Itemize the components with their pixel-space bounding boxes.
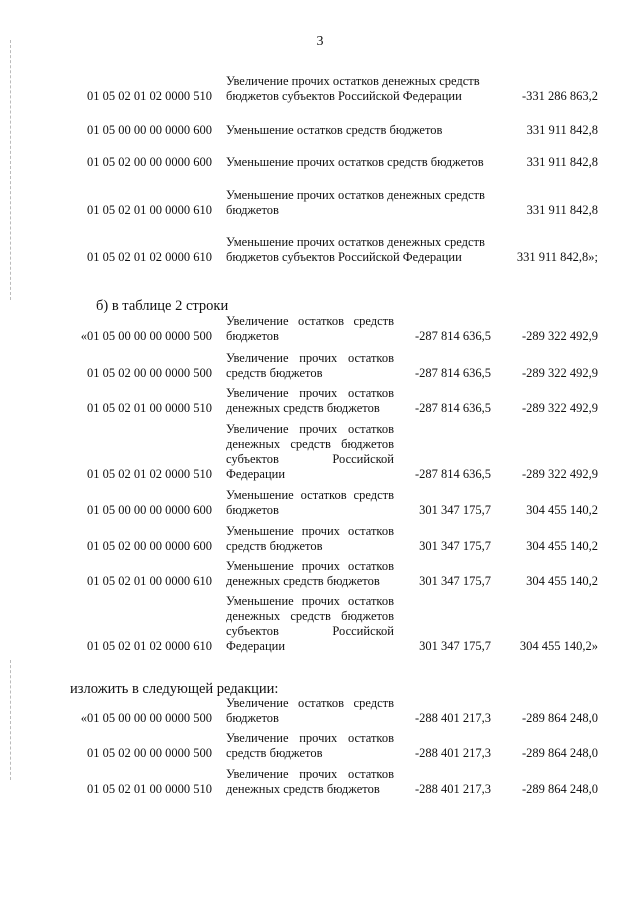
budget-code: 01 05 02 01 00 0000 610 — [87, 203, 212, 217]
row-value-year-2: -289 864 248,0 — [521, 711, 598, 725]
row-value-year-1: 301 347 175,7 — [419, 539, 491, 553]
row-value: 331 911 842,8 — [526, 155, 598, 169]
row-value-year-2: 304 455 140,2» — [519, 639, 598, 653]
row-description: Увеличение остатков средств бюджетов — [226, 314, 394, 343]
row-value-year-2: 304 455 140,2 — [526, 503, 598, 517]
row-value-year-1: -288 401 217,3 — [414, 746, 491, 760]
row-value-year-2: -289 322 492,9 — [521, 366, 598, 380]
budget-code: 01 05 02 01 00 0000 510 — [87, 401, 212, 415]
table-row — [0, 727, 640, 797]
budget-code: «01 05 00 00 00 0000 500 — [80, 329, 212, 343]
row-value-year-2: -289 322 492,9 — [521, 467, 598, 481]
row-value-year-2: -289 864 248,0 — [521, 782, 598, 796]
row-value: 331 911 842,8»; — [516, 250, 598, 264]
budget-code: 01 05 02 00 00 0000 600 — [87, 155, 212, 169]
budget-code: 01 05 02 01 00 0000 510 — [87, 782, 212, 796]
budget-code: 01 05 02 00 00 0000 500 — [87, 366, 212, 380]
row-value-year-2: 304 455 140,2 — [526, 574, 598, 588]
row-description: Увеличение прочих остатков средств бюджетов — [226, 731, 394, 760]
row-value-year-1: -287 814 636,5 — [414, 401, 491, 415]
row-description: Уменьшение прочих остатков денежных средств бюджетов субъектов Российской Федерации — [226, 235, 485, 264]
table-row — [0, 346, 640, 416]
row-value-year-1: -288 401 217,3 — [414, 782, 491, 796]
row-description: Уменьшение остатков средств бюджетов — [226, 123, 443, 137]
row-value-year-2: -289 322 492,9 — [521, 329, 598, 343]
row-description: Увеличение прочих остатков денежных средств бюджетов субъектов Российской Федерации — [226, 74, 480, 103]
page-number: 3 — [316, 34, 324, 49]
budget-code: 01 05 02 01 02 0000 610 — [87, 639, 212, 653]
row-value-year-2: -289 864 248,0 — [521, 746, 598, 760]
heading-table-2: б) в таблице 2 строки — [96, 298, 229, 314]
row-description: Уменьшение прочих остатков денежных средств бюджетов — [226, 559, 394, 588]
table-row — [0, 519, 640, 589]
row-description: Увеличение остатков средств бюджетов — [226, 696, 394, 725]
table-row — [0, 584, 640, 654]
budget-code: 01 05 02 01 02 0000 610 — [87, 250, 212, 264]
budget-code: 01 05 02 01 02 0000 510 — [87, 467, 212, 481]
budget-code: 01 05 02 01 00 0000 610 — [87, 574, 212, 588]
row-description: Увеличение прочих остатков средств бюджетов — [226, 351, 394, 380]
budget-code: 01 05 02 01 02 0000 510 — [87, 89, 212, 103]
row-value-year-2: 304 455 140,2 — [526, 539, 598, 553]
row-description: Уменьшение прочих остатков средств бюджетов — [226, 155, 484, 169]
row-value-year-1: -287 814 636,5 — [414, 329, 491, 343]
row-description: Увеличение прочих остатков денежных средств бюджетов — [226, 386, 394, 415]
row-value-year-1: 301 347 175,7 — [419, 639, 491, 653]
row-value-year-1: 301 347 175,7 — [419, 574, 491, 588]
row-value: -331 286 863,2 — [521, 89, 598, 103]
row-description: Уменьшение прочих остатков средств бюджетов — [226, 524, 394, 553]
row-value: 331 911 842,8 — [526, 123, 598, 137]
heading-new-edition: изложить в следующей редакции: — [70, 681, 279, 697]
row-description: Увеличение прочих остатков денежных средств бюджетов — [226, 767, 394, 796]
row-value-year-1: -287 814 636,5 — [414, 467, 491, 481]
budget-code: 01 05 00 00 00 0000 600 — [87, 503, 212, 517]
row-description: Уменьшение прочих остатков денежных средств бюджетов — [226, 188, 485, 217]
budget-code: 01 05 00 00 00 0000 600 — [87, 123, 212, 137]
row-description: Уменьшение прочих остатков денежных средств бюджетов субъектов Российской Федерации — [226, 594, 394, 653]
row-value: 331 911 842,8 — [526, 203, 598, 217]
row-value-year-1: 301 347 175,7 — [419, 503, 491, 517]
budget-code: 01 05 02 00 00 0000 600 — [87, 539, 212, 553]
budget-code: «01 05 00 00 00 0000 500 — [80, 711, 212, 725]
row-value-year-1: -287 814 636,5 — [414, 366, 491, 380]
row-value-year-1: -288 401 217,3 — [414, 711, 491, 725]
row-value-year-2: -289 322 492,9 — [521, 401, 598, 415]
table-row — [0, 205, 640, 265]
budget-code: 01 05 02 00 00 0000 500 — [87, 746, 212, 760]
row-description: Уменьшение остатков средств бюджетов — [226, 488, 394, 517]
row-description: Увеличение прочих остатков денежных средств бюджетов субъектов Российской Федерации — [226, 422, 394, 481]
